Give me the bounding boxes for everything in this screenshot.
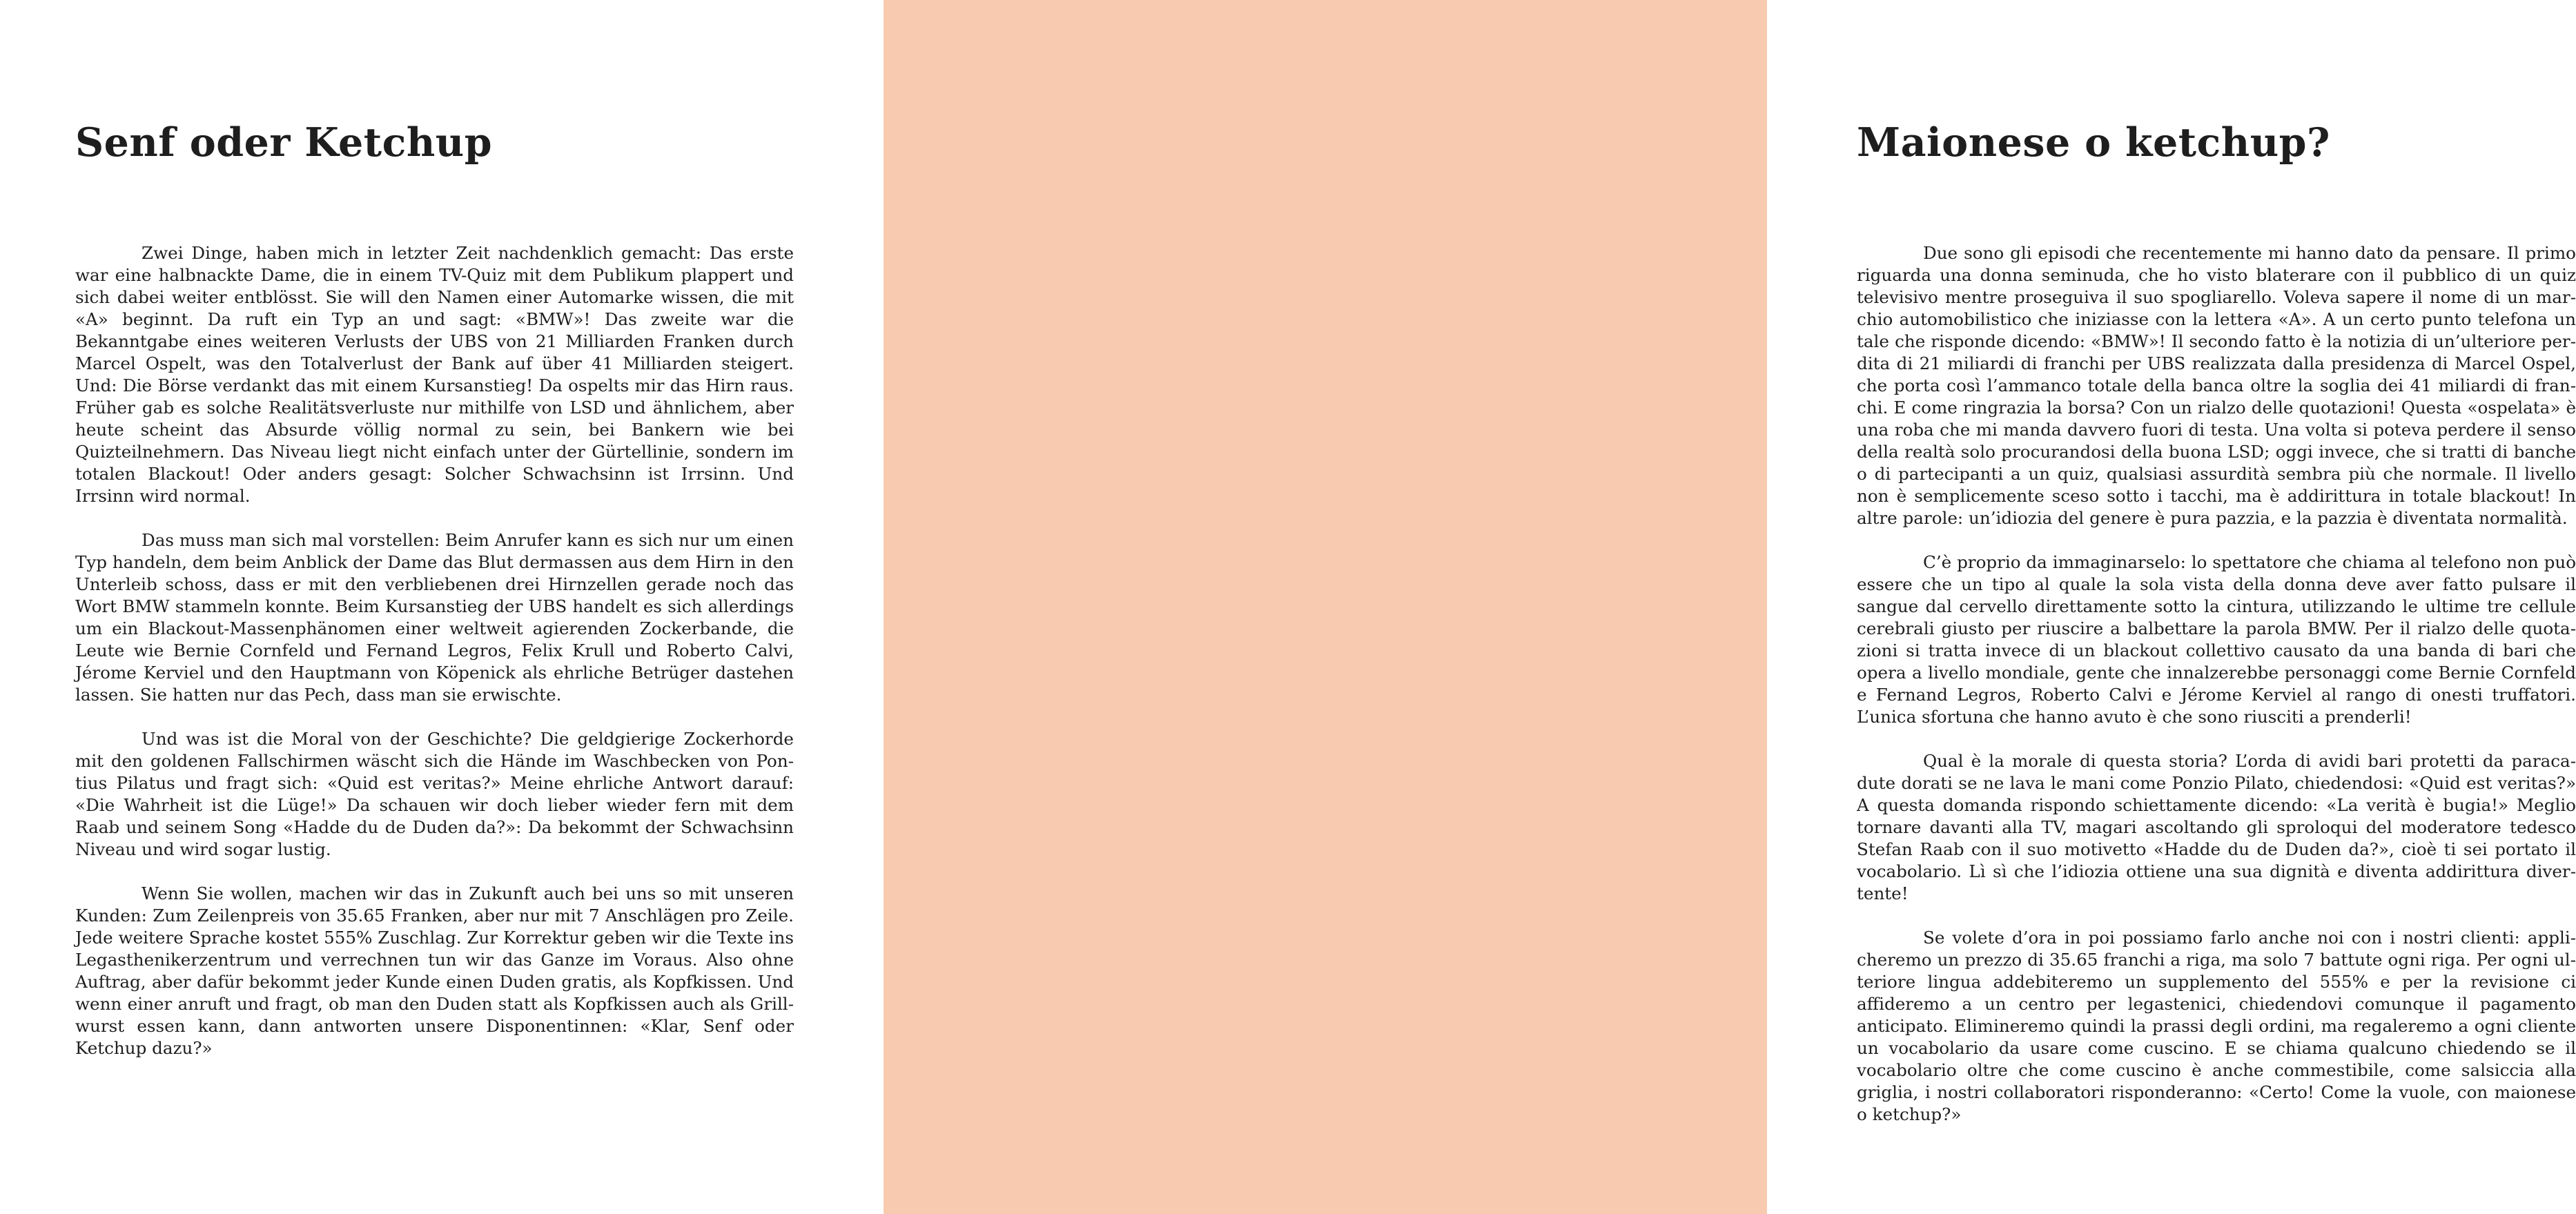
paragraph: Das muss man sich mal vorstellen: Beim Anrufer kann es sich nur um einen Typ handeln, dem beim Anblick der Dame das Blut dermassen aus dem Hirn in den Unterleib schoss, dass er mit den verbliebenen drei Hirnzellen gerade noch das Wort BMW stammeln konnte. Beim Kursanstieg der UBS handelt es sich allerdings um ein Blackout-Massenphänomen einer weltweit agierenden Zockerbande, die Leute wie Bernie Cornfeld und Fernand Legros, Felix Krull und Roberto Calvi, Jérome Kerviel und den Hauptmann von Köpenick als ehrliche Betrüger dastehen lassen. Sie hatten nur das Pech, dass man sie erwischte. — [75, 530, 794, 705]
paragraph: C’è proprio da immaginarselo: lo spettatore che chiama al telefono non può essere che un tipo al quale la sola vista della donna deve aver fatto pulsare il sangue dal cervello direttamente sotto la cintura, utilizzando le ultime tre cellule cerebrali giusto per riuscire a balbettare la parola BMW. Per il rialzo delle quotazioni si tratta invece di un blackout collettivo causato da una banda di bari che opera a livello mondiale, gente che innalzerebbe personaggi come Bernie Cornfeld e Fernand Legros, Roberto Calvi e Jérome Kerviel al rango di onesti truffatori. L’unica sfortuna che hanno avuto è che sono riusciti a prenderli! — [1857, 552, 2576, 727]
article-body-italian — [1857, 242, 2576, 1148]
paragraph: Und was ist die Moral von der Geschichte? Die geldgierige Zockerhorde mit den goldenen Fallschirmen wäscht sich die Hände im Waschbecken von Pontius Pilatus und fragt sich: «Quid est veritas?» Meine ehrliche Antwort darauf: «Die Wahrheit ist die Lüge!» Da schauen wir doch lieber wieder fern mit dem Raab und seinem Song «Hadde du de Duden da?»: Da bekommt der Schwachsinn Niveau und wird sogar lustig. — [75, 729, 794, 859]
paragraph: Wenn Sie wollen, machen wir das in Zukunft auch bei uns so mit unseren Kunden: Zum Zeilenpreis von 35.65 Franken, aber nur mit 7 Anschlägen pro Zeile. Jede weitere Sprache kostet 555% Zuschlag. Zur Korrektur geben wir die Texte ins Legasthenikerzentrum und verrechnen tun wir das Ganze im Voraus. Also ohne Auftrag, aber dafür bekommt jeder Kunde einen Duden gratis, als Kopfkissen. Und wenn einer anruft und fragt, ob man den Duden statt als Kopfkissen auch als Grillwurst essen kann, dann antworten unsere Disponentinnen: «Klar, Senf oder Ketchup dazu?» — [75, 883, 794, 1058]
paragraph: Qual è la morale di questa storia? L’orda di avidi bari protetti da paracadute dorati se ne lava le mani come Ponzio Pilato, chiedendosi: «Quid est veritas?» A questa domanda rispondo schiettamente dicendo: «La verità è bugia!» Meglio tornare davanti alla TV, magari ascoltando gli sproloqui del moderatore tedesco Stefan Raab con il suo motivetto «Hadde du de Duden da?», cioè ti sei portato il vocabolario. Lì sì che l’idiozia ottiene una sua dignità e diventa addirittura divertente! — [1857, 751, 2576, 903]
paragraph: Zwei Dinge, haben mich in letzter Zeit nachdenklich gemacht: Das erste war eine halbnackte Dame, die in einem TV-Quiz mit dem Publikum plappert und sich dabei weiter entblösst. Sie will den Namen einer Automarke wissen, die mit «A» beginnt. Da ruft ein Typ an und sagt: «BMW»! Das zweite war die Bekanntgabe eines weiteren Verlusts der UBS von 21 Milliarden Franken durch Marcel Ospelt, was den Totalverlust der Bank auf über 41 Milliarden steigert. Und: Die Börse verdankt das mit einem Kursanstieg! Da ospelts mir das Hirn raus. Früher gab es solche Realitätsverluste nur mithilfe von LSD und ähnlichem, aber heute scheint das Absurde völlig normal zu sein, bei Bankern wie bei Quizteilnehmern. Das Niveau liegt nicht einfach unter der Gürtellinie, sondern im totalen Blackout! Oder anders gesagt: Solcher Schwachsinn ist Irrsinn. Und Irrsinn wird normal. — [75, 243, 794, 506]
paragraph: Se volete d’ora in poi possiamo farlo anche noi con i nostri clienti: applicheremo un prezzo di 35.65 franchi a riga, ma solo 7 battute ogni riga. Per ogni ulteriore lingua addebiteremo un supplemento del 555% e per la revisione ci affideremo a un centro per legastenici, chiedendovi comunque il pagamento anticipato. Elimineremo quindi la prassi degli ordini, ma regaleremo a ogni cliente un vocabolario da usare come cuscino. E se chiama qualcuno chiedendo se il vocabolario oltre che come cuscino è anche commestibile, come salsiccia alla griglia, i nostri collaboratori risponderanno: «Certo! Come la vuole, con maionese o ketchup?» — [1857, 928, 2576, 1124]
page-title-german: Senf oder Ketchup — [75, 119, 493, 166]
page-title-italian: Maionese o ketchup? — [1857, 119, 2330, 166]
left-page — [0, 0, 884, 1214]
article-body-german — [75, 242, 794, 1081]
paragraph: Due sono gli episodi che recentemente mi hanno dato da pensare. Il primo riguarda una donna seminuda, che ho visto blaterare con il pubblico di un quiz televisivo mentre proseguiva il suo spogliarello. Voleva sapere il nome di un marchio automobilistico che iniziasse con la lettera «A». A un certo punto telefona un tale che risponde dicendo: «BMW»! Il secondo fatto è la notizia di un’ulteriore perdita di 21 miliardi di franchi per UBS realizzata dalla presidenza di Marcel Ospel, che porta così l’ammanco totale della banca oltre la soglia dei 41 miliardi di franchi. E come ringrazia la borsa? Con un rialzo delle quotazioni! Questa «ospelata» è una roba che mi manda davvero fuori di testa. Una volta si poteva perdere il senso della realtà solo procurandosi della buona LSD; oggi invece, che si tratti di banche o di partecipanti a un quiz, qualsiasi assurdità sembra più che normale. Il livello non è semplicemente sceso sotto i tacchi, ma è addirittura in totale blackout! In altre parole: un’idiozia del genere è pura pazzia, e la pazzia è diventata normalità. — [1857, 243, 2576, 528]
right-page — [884, 0, 2576, 1214]
